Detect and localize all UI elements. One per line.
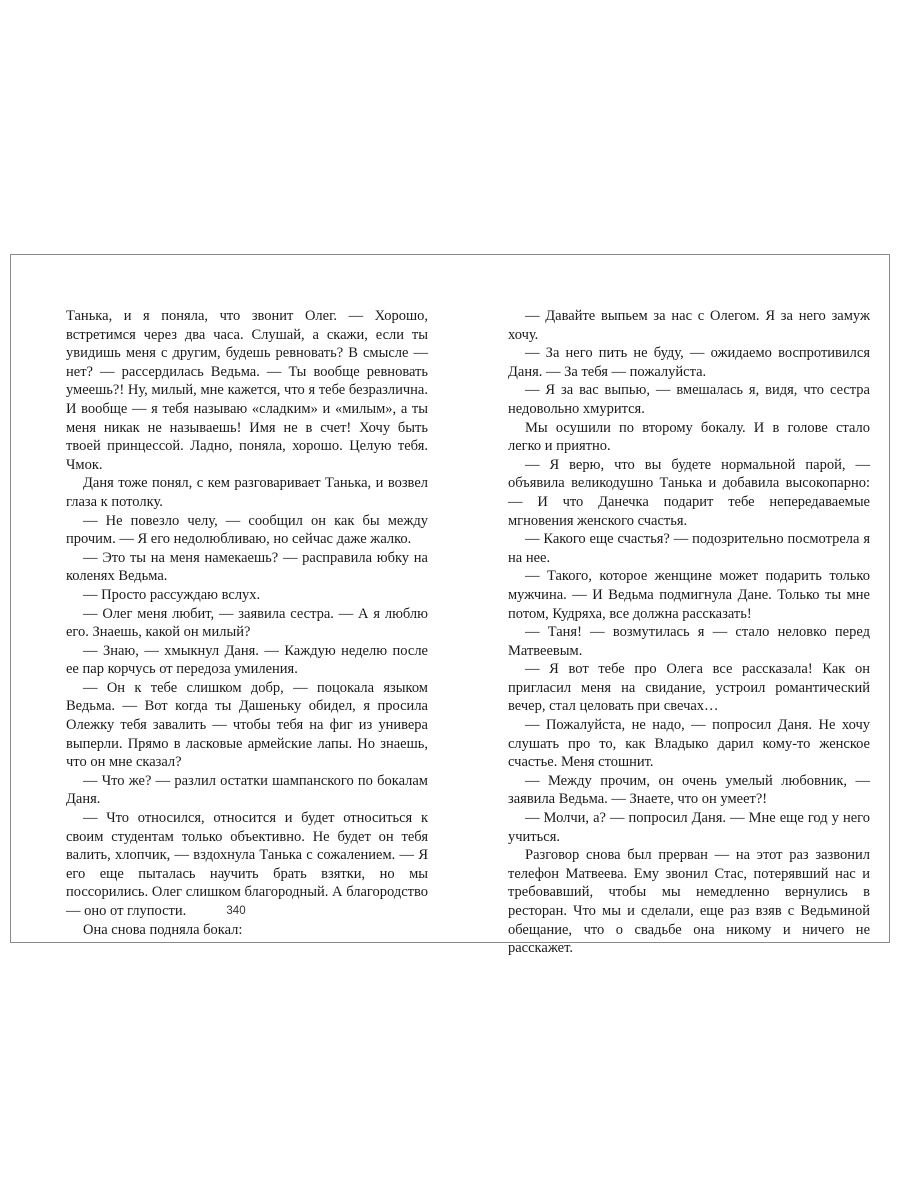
book-spread — [10, 254, 890, 957]
right-page-text — [508, 307, 870, 958]
paragraph: Разговор снова был прерван — на этот раз зазвонил телефон Матвеева. Ему звонил Стас, потерявший нас и требовавший, чтобы мы немедленно вернулись в ресторан. Что мы и сделали, еще раз взяв с Ведьминой обещание, что о свадьбе она никому и ничего не расскажет. — [508, 847, 870, 957]
paragraph: — Пожалуйста, не надо, — попросил Даня. Не хочу слушать про то, как Владыко дарил кому-то женское счастье. Меня стошнит. — [508, 717, 870, 771]
page-number: 340 — [226, 905, 246, 917]
paragraph: — Таня! — возмутилась я — стало неловко перед Матвеевым. — [508, 624, 870, 659]
paragraph: — Давайте выпьем за нас с Олегом. Я за него замуж хочу. — [508, 308, 870, 343]
paragraph: — Просто рассуждаю вслух. — [83, 586, 261, 603]
paragraph: — Какого еще счастья? — подозрительно посмотрела я на нее. — [508, 531, 870, 566]
paragraph: — За него пить не буду, — ожидаемо воспротивился Даня. — За тебя — пожалуйста. — [508, 345, 870, 380]
paragraph: — Не повезло челу, — сообщил он как бы между прочим. — Я его недолюбливаю, но сейчас даже жалко. — [66, 512, 428, 548]
paragraph: Даня тоже понял, с кем разговаривает Танька, и возвел глаза к потолку. — [66, 475, 428, 510]
paragraph: — Молчи, а? — попросил Даня. — Мне еще год у него учиться. — [508, 810, 870, 845]
paragraph: — Олег меня любит, — заявила сестра. — А я люблю его. Знаешь, какой он милый? — [66, 605, 428, 641]
paragraph: — Что же? — разлил остатки шампанского по бокалам Даня. — [66, 772, 428, 808]
paragraph: — Такого, которое женщине может подарить только мужчина. — И Ведьма подмигнула Дане. Только ты мне потом, Кудряха, все должна рассказать! — [508, 568, 870, 622]
paragraph: — Что относился, относится и будет относиться к своим студентам только объективно. Не будет он тебя валить, хлопчик, — вздохнула Танька с сожалением. — Я его еще пыталась научить брать взятки, но мы поссорились. Олег слишком благородный. А благородство — оно от глупости. — [66, 810, 428, 919]
left-page-text — [66, 307, 428, 939]
paragraph: Танька, и я поняла, что звонит Олег. — Хорошо, встретимся через два часа. Слушай, а скажи, если ты увидишь меня с другим, будешь ревновать? В смысле — нет? — рассердилась Ведьма. — Ты вообще ревновать умеешь?! Ну, милый, мне кажется, что я тебе безразлична. И вообще — я тебя называю «сладким» и «милым», а ты меня никак не называешь! Имя не в счет! Хочу быть твоей принцессой. Ладно, поняла, хорошо. Целую тебя. Чмок. — [66, 308, 428, 473]
paragraph: — Он к тебе слишком добр, — поцокала языком Ведьма. — Вот когда ты Дашеньку обидел, я просила Олежку тебя завалить — чтобы тебя на фиг из универа выперли. Прямо в ласковые армейские лапы. Но знаешь, что он мне сказал? — [66, 679, 428, 771]
paragraph: — Между прочим, он очень умелый любовник, — заявила Ведьма. — Знаете, что он умеет?! — [508, 772, 870, 808]
paragraph: — Я верю, что вы будете нормальной парой, — объявила великодушно Танька и добавила высокопарно: — И что Данечка подарит тебе непередаваемые мгновения женского счастья. — [508, 456, 870, 529]
paragraph: Она снова подняла бокал: — [83, 921, 243, 938]
paragraph: — Я за вас выпью, — вмешалась я, видя, что сестра недовольно хмурится. — [508, 382, 870, 417]
paragraph: Мы осушили по второму бокалу. И в голове стало легко и приятно. — [508, 419, 870, 455]
paragraph: — Знаю, — хмыкнул Даня. — Каждую неделю после ее пар корчусь от передоза умиления. — [66, 642, 428, 678]
paragraph: — Я вот тебе про Олега все рассказала! Как он пригласил меня на свидание, устроил романтический вечер, стал целовать при свечах… — [508, 661, 870, 715]
paragraph: — Это ты на меня намекаешь? — расправила юбку на коленях Ведьма. — [66, 549, 428, 585]
